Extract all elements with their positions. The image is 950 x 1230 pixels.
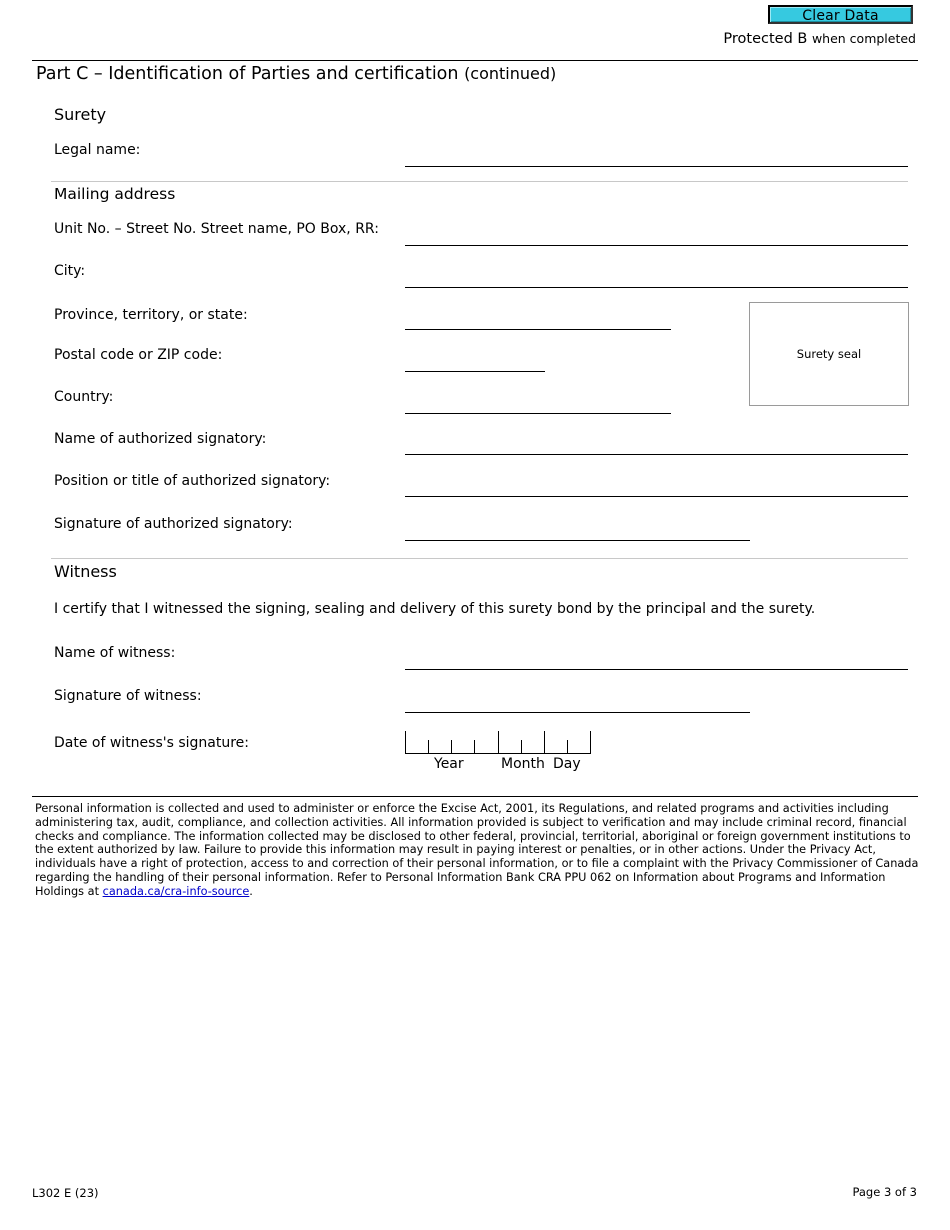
auth-signature-field[interactable] <box>405 540 750 541</box>
witness-name-field[interactable] <box>405 669 908 670</box>
witness-signature-label: Signature of witness: <box>54 688 202 704</box>
bottom-rule <box>32 796 918 797</box>
province-field[interactable] <box>405 329 671 330</box>
date-tick <box>590 731 591 754</box>
witness-certify-text: I certify that I witnessed the signing, sealing and delivery of this surety bond by the principal and the surety. <box>54 601 816 617</box>
page-number: Page 3 of 3 <box>852 1185 917 1199</box>
date-day-label: Day <box>553 756 581 772</box>
section-separator <box>51 558 908 559</box>
surety-heading: Surety <box>54 105 107 124</box>
city-field[interactable] <box>405 287 908 288</box>
date-tick <box>405 731 406 754</box>
date-tick <box>474 740 475 754</box>
city-label: City: <box>54 263 86 279</box>
surety-seal-box <box>749 302 909 406</box>
date-tick <box>544 731 545 754</box>
date-tick <box>521 740 522 754</box>
form-id: L302 E (23) <box>32 1186 99 1200</box>
part-continued: (continued) <box>464 64 557 83</box>
section-separator <box>51 181 908 182</box>
auth-signature-label: Signature of authorized signatory: <box>54 516 293 532</box>
privacy-notice <box>35 802 919 899</box>
surety-seal-label: Surety seal <box>796 347 862 361</box>
date-baseline <box>405 753 591 754</box>
date-tick <box>567 740 568 754</box>
street-label: Unit No. – Street No. Street name, PO Box, RR: <box>54 221 379 237</box>
clear-data-button[interactable]: Clear Data <box>768 5 913 24</box>
legal-name-label: Legal name: <box>54 142 141 158</box>
province-label: Province, territory, or state: <box>54 307 248 323</box>
protected-main: Protected B <box>723 31 808 47</box>
witness-name-label: Name of witness: <box>54 645 176 661</box>
protected-label <box>723 31 916 47</box>
auth-position-field[interactable] <box>405 496 908 497</box>
date-tick <box>451 740 452 754</box>
witness-signature-field[interactable] <box>405 712 750 713</box>
street-field[interactable] <box>405 245 908 246</box>
witness-date-field[interactable] <box>405 731 591 754</box>
date-tick <box>498 731 499 754</box>
privacy-end: . <box>249 884 253 898</box>
top-rule <box>32 60 918 61</box>
date-tick <box>428 740 429 754</box>
auth-name-field[interactable] <box>405 454 908 455</box>
witness-heading: Witness <box>54 562 117 581</box>
country-label: Country: <box>54 389 114 405</box>
privacy-text: Personal information is collected and used to administer or enforce the Excise Act, 2001, its Regulations, and related programs and activities including administering tax, audit, compliance, and collection activities. All information provided is subject to verification and may include criminal record, financial checks and compliance. The information collected may be disclosed to other federal, provincial, territorial, aboriginal or foreign government institutions to the extent authorized by law. Failure to provide this information may result in paying interest or penalties, or in other actions. Under the Privacy Act, individuals have a right of protection, access to and correction of their personal information, or to file a complaint with the Privacy Commissioner of Canada regarding the handling of their personal information. Refer to Personal Information Bank CRA PPU 062 on Information about Programs and Information Holdings at <box>35 802 919 898</box>
protected-suffix: when completed <box>811 31 916 46</box>
date-month-label: Month <box>501 756 545 772</box>
country-field[interactable] <box>405 413 671 414</box>
part-title-text: Part C – Identification of Parties and certification <box>36 64 459 84</box>
mailing-address-heading: Mailing address <box>54 185 176 203</box>
part-title <box>36 64 556 84</box>
date-year-label: Year <box>434 756 464 772</box>
postal-code-label: Postal code or ZIP code: <box>54 347 223 363</box>
auth-position-label: Position or title of authorized signatory: <box>54 473 331 489</box>
cra-info-source-link[interactable]: canada.ca/cra-info-source <box>102 884 250 898</box>
legal-name-field[interactable] <box>405 166 908 167</box>
postal-code-field[interactable] <box>405 371 545 372</box>
auth-name-label: Name of authorized signatory: <box>54 431 267 447</box>
witness-date-label: Date of witness's signature: <box>54 735 250 751</box>
